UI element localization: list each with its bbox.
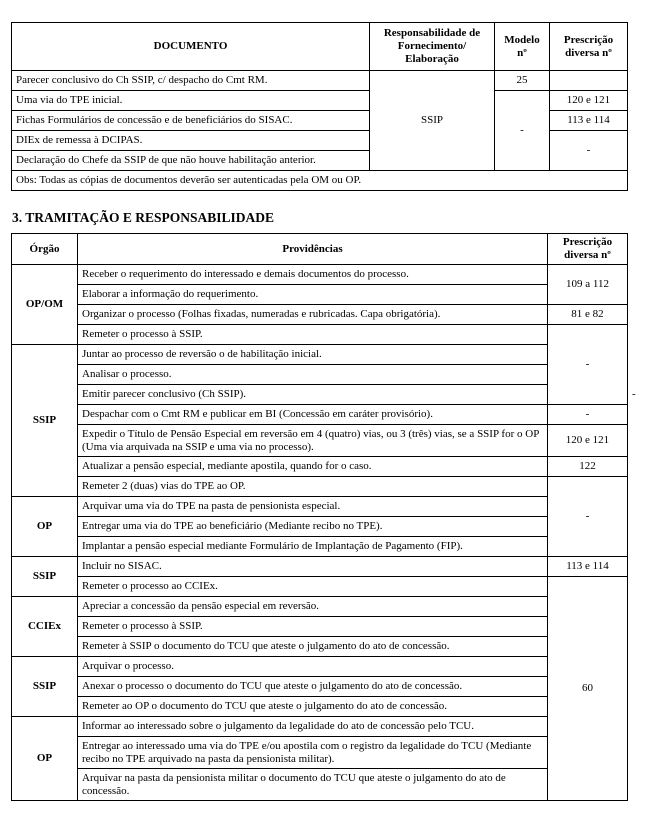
header-modelo: Modelo nº [495, 23, 550, 71]
orgao-cell: OP [12, 497, 78, 557]
document-row: Fichas Formulários de concessão e de beneficiários do SISAC. [12, 111, 370, 131]
prescricao-cell: 120 e 121 [548, 425, 628, 457]
prescricao-cell: - [548, 405, 628, 425]
prescricao-cell: 120 e 121 [550, 91, 628, 111]
modelo-cell: 25 [495, 71, 550, 91]
orgao-cell: SSIP [12, 557, 78, 597]
orgao-cell: OP/OM [12, 265, 78, 345]
providencia-row: Expedir o Título de Pensão Especial em reversão em 4 (quatro) vias, ou 3 (três) vias, se a SSIP for o OP (Uma via arquivada na SSIP e uma via no processo). [78, 425, 548, 457]
prescricao-cell: 113 e 114 [548, 557, 628, 577]
prescricao-cell: 81 e 82 [548, 305, 628, 325]
prescricao-cell: 109 a 112 [548, 265, 628, 305]
providencia-row: Elaborar a informação do requerimento. [78, 285, 548, 305]
providencia-row: Remeter à SSIP o documento do TCU que ateste o julgamento do ato de concessão. [78, 637, 548, 657]
providencia-row: Atualizar a pensão especial, mediante apostila, quando for o caso. [78, 457, 548, 477]
providencia-row: Remeter o processo ao CCIEx. [78, 577, 548, 597]
providencia-row: Arquivar na pasta da pensionista militar o documento do TCU que ateste o julgamento do ato de concessão. [78, 769, 548, 801]
document-row: DIEx de remessa à DCIPAS. [12, 131, 370, 151]
header-prescricao: Prescrição diversa nº [550, 23, 628, 71]
providencia-row: Juntar ao processo de reversão o de habilitação inicial. [78, 345, 548, 365]
header-orgao: Órgão [12, 234, 78, 265]
documents-table [11, 22, 628, 191]
modelo-cell: - [495, 91, 550, 171]
providencia-row: Remeter o processo à SSIP. [78, 617, 548, 637]
prescricao-cell: - [550, 131, 628, 171]
orgao-cell: CCIEx [12, 597, 78, 657]
orgao-cell: SSIP [12, 345, 78, 497]
tramitacao-table: Órgão Providências Prescrição diversa nº OP/OM Receber o requerimento do interessado e demais documentos do processo. 109 a 112 Elaborar a informação do requerimento. Organizar o processo (Folhas fixadas, numeradas e rubricadas. Capa obrigatória). 81 e 82 Remeter o processo à SSIP. - SSIP Juntar ao processo de reversão o de habilitação inicial. Analisar o processo. Emitir parecer conclusivo (Ch SSIP). - Despachar com o Cmt RM e publicar em BI (Concessão em caráter provisório). - Expedir o Título de Pensão Especial em reversão em 4 (quatro) vias, ou 3 (três) vias, se a SSIP for o OP (Uma via arquivada na SSIP e uma via no processo). 120 e 121 Atualizar a pensão especial, mediante apostila, quando for o caso. 122 Remeter 2 (duas) vias do TPE ao OP. - OP Arquivar uma via do TPE na pasta de pensionista especial. Entregar uma via do TPE ao beneficiário (Mediante recibo no TPE). Implantar a pensão especial mediante Formulário de Implantação de Pagamento (FIP). SSIP Incluir no SISAC. 113 e 114 Remeter o processo ao CCIEx. 60 CCIEx Apreciar a concessão da pensão especial em reversão. Remeter o processo à SSIP. Remeter à SSIP o documento do TCU que ateste o julgamento do ato de concessão. SSIP Arquivar o processo. Anexar o processo o documento do TCU que ateste o julgamento do ato de concessão. Remeter ao OP o documento do TCU que ateste o julgamento do ato de concessão. OP Informar ao interessado sobre o julgamento da legalidade do ato de concessão pelo TCU. Entregar ao interessado uma via do TPE e/ou apostila com o registro da legalidade do TCU (Mediante recibo no TPE arquivado na pasta da pensionista militar). Arquivar na pasta da pensionista militar o documento do TCU que ateste o julgamento do ato de concessão. [11, 233, 628, 801]
header-responsabilidade: Responsabilidade de Fornecimento/ Elaboração [370, 23, 495, 71]
prescricao-cell: 122 [548, 457, 628, 477]
document-row: Parecer conclusivo do Ch SSIP, c/ despacho do Cmt RM. [12, 71, 370, 91]
document-row: Declaração do Chefe da SSIP de que não houve habilitação anterior. [12, 151, 370, 171]
section-title: 3. TRAMITAÇÃO E RESPONSABILIDADE [12, 210, 275, 225]
obs-note: Obs: Todas as cópias de documentos deverão ser autenticadas pela OM ou OP. [12, 171, 628, 191]
providencia-row: Arquivar o processo. [78, 657, 548, 677]
providencia-row: Receber o requerimento do interessado e demais documentos do processo. [78, 265, 548, 285]
providencia-row: Implantar a pensão especial mediante Formulário de Implantação de Pagamento (FIP). [78, 537, 548, 557]
prescricao-cell: - [548, 325, 628, 405]
providencia-row: Entregar uma via do TPE ao beneficiário (Mediante recibo no TPE). [78, 517, 548, 537]
providencia-row: Remeter ao OP o documento do TCU que ateste o julgamento do ato de concessão. [78, 697, 548, 717]
header-providencias: Providências [78, 234, 548, 265]
providencia-row: Organizar o processo (Folhas fixadas, numeradas e rubricadas. Capa obrigatória). [78, 305, 548, 325]
providencia-row: Arquivar uma via do TPE na pasta de pensionista especial. [78, 497, 548, 517]
prescricao-cell: 60 [548, 577, 628, 801]
providencia-row: Incluir no SISAC. [78, 557, 548, 577]
document-row: Uma via do TPE inicial. [12, 91, 370, 111]
prescricao-cell: 113 e 114 [550, 111, 628, 131]
providencia-row: Anexar o processo o documento do TCU que ateste o julgamento do ato de concessão. [78, 677, 548, 697]
header-prescricao: Prescrição diversa nº [548, 234, 628, 265]
providencia-row: Entregar ao interessado uma via do TPE e/ou apostila com o registro da legalidade do TCU (Mediante recibo no TPE arquivado na pasta da pensionista militar). [78, 737, 548, 769]
providencia-row: Informar ao interessado sobre o julgamento da legalidade do ato de concessão pelo TCU. [78, 717, 548, 737]
responsavel-cell: SSIP [370, 71, 495, 171]
orgao-cell: OP [12, 717, 78, 801]
prescricao-cell [550, 71, 628, 91]
providencia-row: Apreciar a concessão da pensão especial em reversão. [78, 597, 548, 617]
header-documento: DOCUMENTO [12, 23, 370, 71]
providencia-row: Analisar o processo. [78, 365, 548, 385]
prescricao-cell: - [548, 477, 628, 557]
providencia-row: Remeter 2 (duas) vias do TPE ao OP. [78, 477, 548, 497]
orgao-cell: SSIP [12, 657, 78, 717]
providencia-row: Despachar com o Cmt RM e publicar em BI (Concessão em caráter provisório). [78, 405, 548, 425]
providencia-row: Emitir parecer conclusivo (Ch SSIP). [78, 385, 548, 405]
providencia-row: Remeter o processo à SSIP. [78, 325, 548, 345]
